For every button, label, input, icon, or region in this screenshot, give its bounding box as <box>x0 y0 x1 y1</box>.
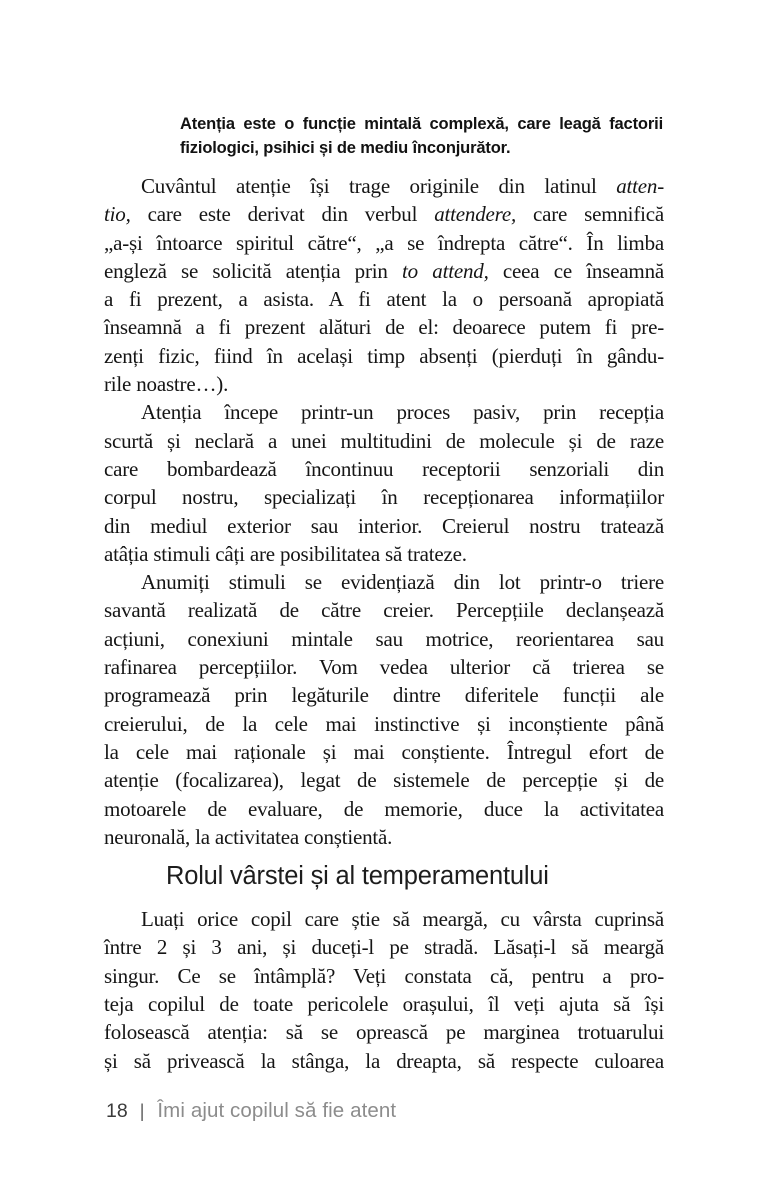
text-line: atenție (focalizarea), legat de sistemele de percepție și de <box>104 768 664 793</box>
intro-paragraph <box>180 112 663 160</box>
body-paragraph <box>104 568 664 851</box>
text-line: din mediul exterior sau interior. Creierul nostru tratează <box>104 513 664 538</box>
text-line: motoarele de evaluare, de memorie, duce la activitatea <box>104 796 664 821</box>
text-line: neuronală, la activitatea conștientă. <box>104 824 393 849</box>
text-line: rafinarea percepțiilor. Vom vedea ulterior că trierea se <box>104 655 664 680</box>
section-heading: Rolul vârstei și al temperamentului <box>166 862 549 891</box>
text-line: Atenția este o funcție mintală complexă, care leagă factorii <box>180 115 663 133</box>
text-line: creierului, de la cele mai instinctive și inconștiente până <box>104 711 664 736</box>
text-line: tio, care este derivat din verbul attendere, care semnifică <box>104 202 664 227</box>
text-line: „a-și întoarce spiritul către“, „a se îndrepta către“. În limba <box>104 230 664 255</box>
page-number: 18 <box>106 1100 128 1122</box>
text-line: Atenția începe printr-un proces pasiv, prin recepția <box>141 400 664 425</box>
text-line: zenți fizic, fiind în același timp absenți (pierduți în gându- <box>104 343 664 368</box>
body-paragraph <box>104 905 664 1075</box>
body-paragraph <box>104 398 664 568</box>
text-line: engleză se solicită atenția prin to attend, ceea ce înseamnă <box>104 258 664 283</box>
text-line: la cele mai raționale și mai conștiente. Întregul efort de <box>104 739 664 764</box>
text-line: înseamnă a fi prezent alături de el: deoarece putem fi pre- <box>104 315 664 340</box>
text-line: corpul nostru, specializați în recepționarea informațiilor <box>104 485 664 510</box>
text-line: care bombardează încontinuu receptorii senzoriali din <box>104 456 664 481</box>
page-content <box>104 112 664 1075</box>
text-line: savantă realizată de către creier. Percepțiile declanșează <box>104 598 664 623</box>
text-line: Luați orice copil care știe să meargă, cu vârsta cuprinsă <box>141 907 664 932</box>
text-line: teja copilul de toate pericolele orașului, îl veți ajuta să își <box>104 992 664 1017</box>
page-footer <box>106 1099 396 1123</box>
text-line: scurtă și neclară a unei multitudini de molecule și de raze <box>104 428 664 453</box>
text-line: acțiuni, conexiuni mintale sau motrice, reorientarea sau <box>104 626 664 651</box>
text-line: între 2 și 3 ani, și duceți-l pe stradă. Lăsați-l să meargă <box>104 935 664 960</box>
text-line: singur. Ce se întâmplă? Veți constata că, pentru a pro- <box>104 963 664 988</box>
book-title: Îmi ajut copilul să fie atent <box>157 1099 397 1122</box>
text-line: programează prin legăturile dintre diferitele funcții ale <box>104 683 664 708</box>
text-line: atâția stimuli câți are posibilitatea să trateze. <box>104 541 467 566</box>
text-line: rile noastre…). <box>104 372 229 397</box>
text-line: Cuvântul atenție își trage originile din latinul atten- <box>141 174 664 198</box>
footer-separator: | <box>139 1101 145 1121</box>
body-paragraph <box>104 172 664 398</box>
text-line: fiziologici, psihici și de mediu înconjurător. <box>180 139 511 157</box>
text-line: Anumiți stimuli se evidențiază din lot printr-o triere <box>141 570 664 595</box>
text-line: folosească atenția: să se oprească pe marginea trotuarului <box>104 1020 664 1045</box>
text-line: a fi prezent, a asista. A fi atent la o persoană apropiată <box>104 287 664 312</box>
text-line: și să privească la stânga, la dreapta, să respecte culoarea <box>104 1048 664 1073</box>
